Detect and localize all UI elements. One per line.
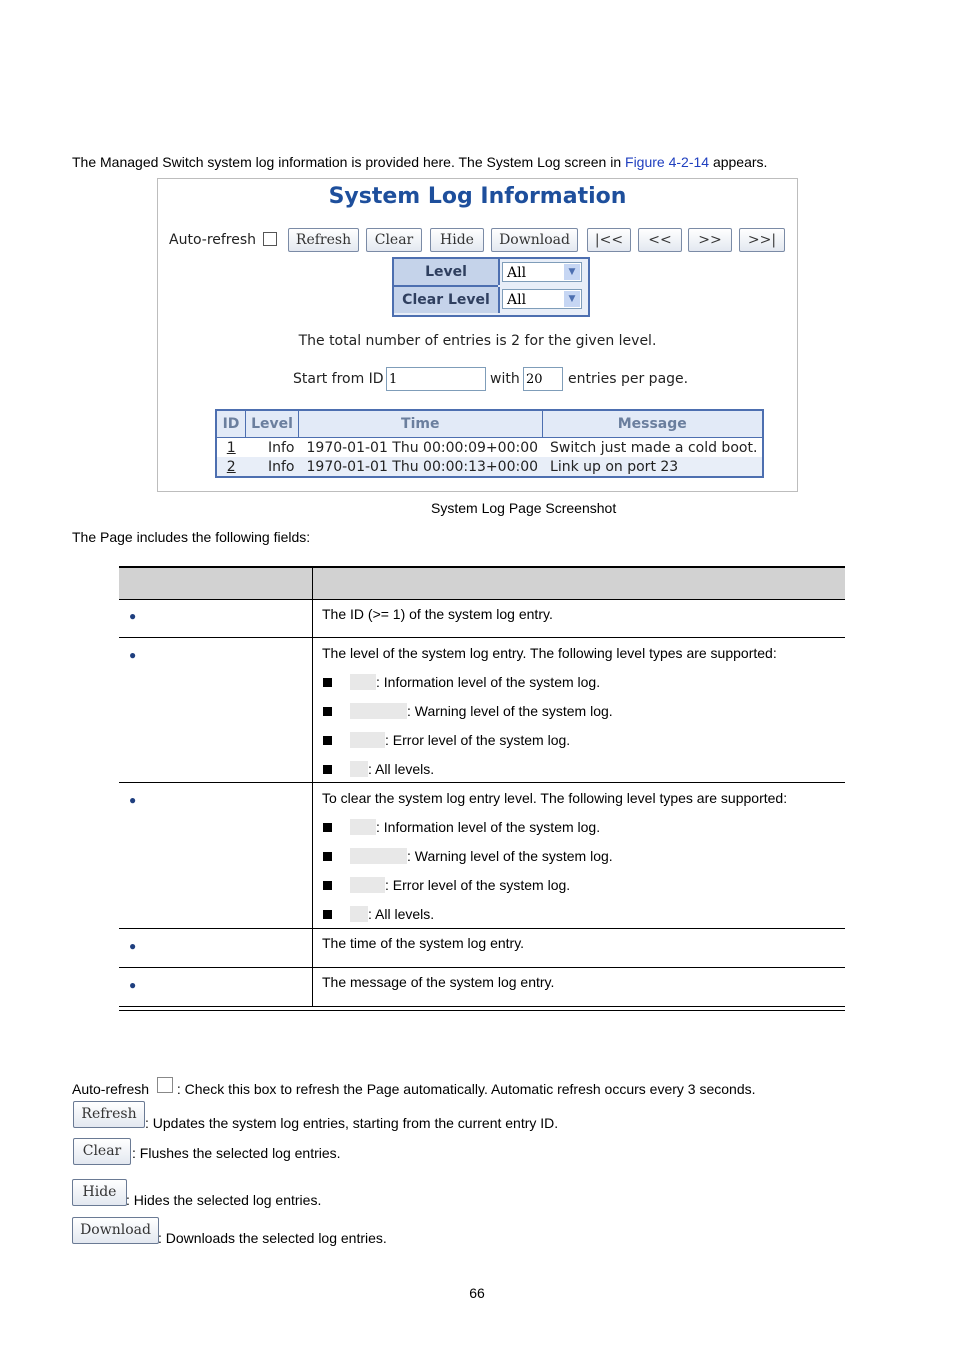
hide-button[interactable]: Hide (430, 228, 484, 252)
field-row-id (119, 599, 845, 638)
chevron-down-icon: ▼ (564, 291, 580, 307)
field-desc: The message of the system log entry. (322, 974, 555, 990)
level-error-desc: : Error level of the system log. (385, 732, 571, 748)
level-select[interactable] (502, 262, 582, 282)
field-desc: To clear the system log entry level. The following level types are supported: (322, 790, 788, 806)
log-id-link[interactable]: 1 (216, 438, 246, 458)
square-bullet-icon (323, 881, 332, 890)
log-level: Info (246, 438, 299, 458)
entries-per-page-label: entries per page. (568, 371, 689, 387)
auto-refresh-desc: : Check this box to refresh the Page automatically. Automatic refresh occurs every 3 seconds. (176, 1081, 756, 1097)
entries-per-page-input[interactable]: 20 (523, 367, 563, 391)
clear-button[interactable]: Clear (73, 1138, 131, 1165)
field-desc: The ID (>= 1) of the system log entry. (322, 606, 553, 622)
level-filter-panel (392, 257, 590, 317)
level-info-desc: : Information level of the system log. (376, 674, 601, 690)
bullet-icon: ● (129, 648, 137, 662)
field-row-message (119, 968, 845, 1006)
level-name-chip (350, 819, 376, 835)
field-row-level (119, 638, 845, 783)
auto-refresh-paragraph (72, 1077, 756, 1097)
page-number: 66 (469, 1285, 485, 1301)
col-level: Level (246, 410, 299, 438)
square-bullet-icon (323, 678, 332, 687)
log-time: 1970-01-01 Thu 00:00:09+00:00 (299, 438, 543, 458)
start-from-label: Start from ID (293, 371, 384, 387)
level-name-chip (350, 877, 385, 893)
clear-button[interactable]: Clear (366, 228, 422, 252)
log-message: Switch just made a cold boot. (542, 438, 763, 458)
clear-level-select-value: All (507, 292, 527, 308)
intro-paragraph (72, 154, 767, 170)
square-bullet-icon (323, 736, 332, 745)
column-divider (312, 599, 313, 637)
column-divider (312, 783, 313, 928)
square-bullet-icon (323, 765, 332, 774)
auto-refresh-label: Auto-refresh (169, 232, 257, 248)
clear-all-desc: : All levels. (368, 906, 435, 922)
next-page-button[interactable]: >> (688, 228, 732, 252)
col-time: Time (299, 410, 543, 438)
auto-refresh-checkbox[interactable] (263, 232, 277, 246)
field-desc: The time of the system log entry. (322, 935, 525, 951)
download-button[interactable]: Download (491, 228, 578, 252)
log-time: 1970-01-01 Thu 00:00:13+00:00 (299, 457, 543, 477)
log-message: Link up on port 23 (542, 457, 763, 477)
refresh-desc: : Updates the system log entries, starting from the current entry ID. (145, 1115, 559, 1131)
square-bullet-icon (323, 910, 332, 919)
level-name-chip (350, 732, 385, 748)
col-id: ID (216, 410, 246, 438)
refresh-button[interactable]: Refresh (288, 228, 359, 252)
bullet-icon: ● (129, 793, 137, 807)
level-name-chip (350, 703, 407, 719)
auto-refresh-checkbox[interactable] (157, 1077, 173, 1093)
level-warning-desc: : Warning level of the system log. (407, 703, 613, 719)
clear-error-desc: : Error level of the system log. (385, 877, 571, 893)
col-message: Message (542, 410, 763, 438)
table-row (216, 438, 763, 458)
clear-warning-desc: : Warning level of the system log. (407, 848, 613, 864)
square-bullet-icon (323, 852, 332, 861)
level-select-value: All (507, 265, 527, 281)
level-name-chip (350, 848, 407, 864)
table-row (216, 457, 763, 477)
clear-desc: : Flushes the selected log entries. (132, 1145, 341, 1161)
level-all-desc: : All levels. (368, 761, 435, 777)
total-entries-text: The total number of entries is 2 for the given level. (298, 333, 657, 349)
bullet-icon: ● (129, 609, 137, 623)
level-label: Level (394, 259, 500, 285)
last-page-button[interactable]: >>| (739, 228, 785, 252)
level-name-chip (350, 761, 368, 777)
field-row-time (119, 929, 845, 968)
clear-level-label: Clear Level (394, 287, 500, 313)
level-name-chip (350, 674, 376, 690)
log-table (215, 409, 764, 478)
with-label: with (490, 371, 520, 387)
screenshot-title: System Log Information (328, 184, 627, 209)
column-divider (312, 568, 313, 599)
clear-info-desc: : Information level of the system log. (376, 819, 601, 835)
bullet-icon: ● (129, 978, 137, 992)
log-id-link[interactable]: 2 (216, 457, 246, 477)
figure-caption: System Log Page Screenshot (431, 500, 617, 516)
clear-level-select[interactable] (502, 289, 582, 309)
log-level: Info (246, 457, 299, 477)
system-log-screenshot (157, 178, 798, 492)
column-divider (312, 638, 313, 782)
intro-text: The Managed Switch system log information is provided here. The System Log screen in (72, 154, 626, 170)
column-divider (312, 929, 313, 967)
download-button[interactable]: Download (72, 1217, 159, 1244)
figure-link[interactable]: Figure 4-2-14 (625, 154, 710, 170)
bullet-icon: ● (129, 939, 137, 953)
table-bottom-rule (119, 1006, 845, 1011)
field-desc: The level of the system log entry. The following level types are supported: (322, 645, 777, 661)
square-bullet-icon (323, 707, 332, 716)
chevron-down-icon: ▼ (564, 264, 580, 280)
auto-refresh-label: Auto-refresh (72, 1081, 150, 1097)
log-table-header (216, 410, 763, 438)
first-page-button[interactable]: |<< (587, 228, 631, 252)
column-divider (312, 968, 313, 1006)
level-name-chip (350, 906, 368, 922)
hide-button[interactable]: Hide (72, 1179, 127, 1206)
hide-desc: : Hides the selected log entries. (126, 1192, 322, 1208)
download-desc: : Downloads the selected log entries. (158, 1230, 387, 1246)
table-header (119, 566, 845, 600)
field-row-clear-level (119, 783, 845, 929)
intro-text-end: appears. (709, 154, 768, 170)
fields-intro: The Page includes the following fields: (72, 529, 311, 545)
start-id-input[interactable]: 1 (386, 367, 486, 391)
refresh-button[interactable]: Refresh (73, 1101, 145, 1128)
square-bullet-icon (323, 823, 332, 832)
previous-page-button[interactable]: << (638, 228, 682, 252)
